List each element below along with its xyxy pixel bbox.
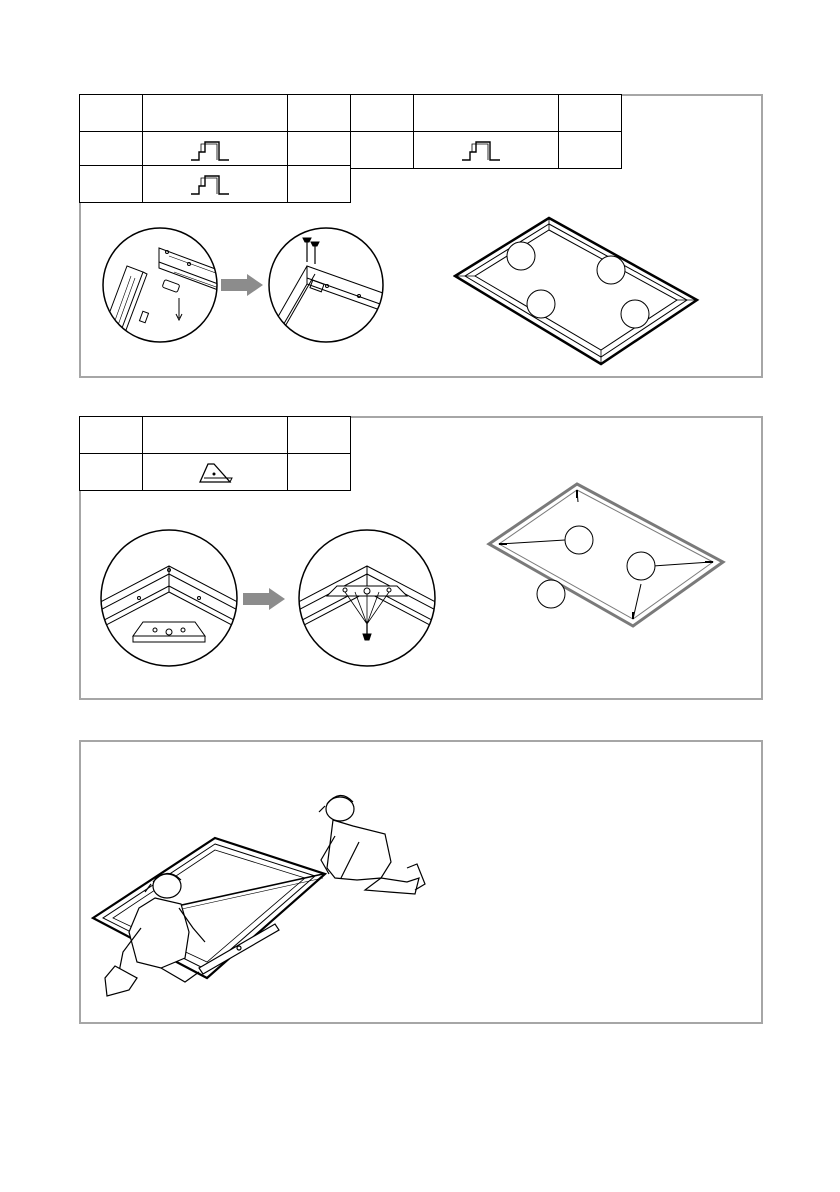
table-cell [143, 132, 288, 169]
step-arrow-icon [243, 588, 285, 610]
step-2-panel [79, 416, 763, 700]
step-bracket-icon [185, 168, 245, 198]
callout-circle [565, 526, 593, 554]
table-cell [351, 132, 414, 169]
callout-circle [627, 552, 655, 580]
table-row [80, 454, 351, 491]
rail-joining-detail [99, 226, 221, 344]
table-cell [143, 95, 288, 132]
frame-overview-corner-callouts [485, 478, 735, 630]
step-1-parts-table [79, 94, 622, 169]
step-bracket-icon [456, 134, 516, 164]
callout-circle [527, 290, 555, 318]
callout-circle [621, 300, 649, 328]
table-cell [559, 132, 622, 169]
step-arrow-icon [221, 274, 263, 296]
table-cell [559, 95, 622, 132]
two-workers-measuring-diagonal [89, 782, 429, 1012]
table-cell [288, 95, 351, 132]
step-1-panel [79, 94, 763, 378]
table-cell [288, 454, 351, 491]
table-cell [80, 454, 143, 491]
table-row [80, 95, 622, 132]
table-cell [80, 417, 143, 454]
callout-circle [507, 242, 535, 270]
table-row [80, 417, 351, 454]
table-cell [288, 166, 351, 203]
step-3-panel [79, 740, 763, 1024]
table-cell [80, 132, 143, 169]
frame-overview-four-callouts [453, 214, 703, 366]
step-bracket-icon [185, 134, 245, 164]
step-1-parts-table-row-3 [79, 165, 351, 203]
table-cell [288, 417, 351, 454]
table-cell [143, 417, 288, 454]
corner-bracket-placement-detail [99, 528, 239, 668]
callout-circle [597, 256, 625, 284]
table-cell [80, 166, 143, 203]
table-cell [414, 132, 559, 169]
corner-bracket-screw-detail [297, 528, 437, 668]
table-cell [143, 454, 288, 491]
corner-bracket-icon [190, 456, 240, 486]
table-cell [288, 132, 351, 169]
table-cell [143, 166, 288, 203]
table-cell [80, 95, 143, 132]
table-row [80, 132, 622, 169]
table-cell [351, 95, 414, 132]
table-row [80, 166, 351, 203]
step-2-parts-table [79, 416, 351, 491]
screw-fastening-detail [267, 226, 385, 344]
callout-circles [507, 242, 649, 328]
callout-circle [537, 580, 565, 608]
table-cell [414, 95, 559, 132]
